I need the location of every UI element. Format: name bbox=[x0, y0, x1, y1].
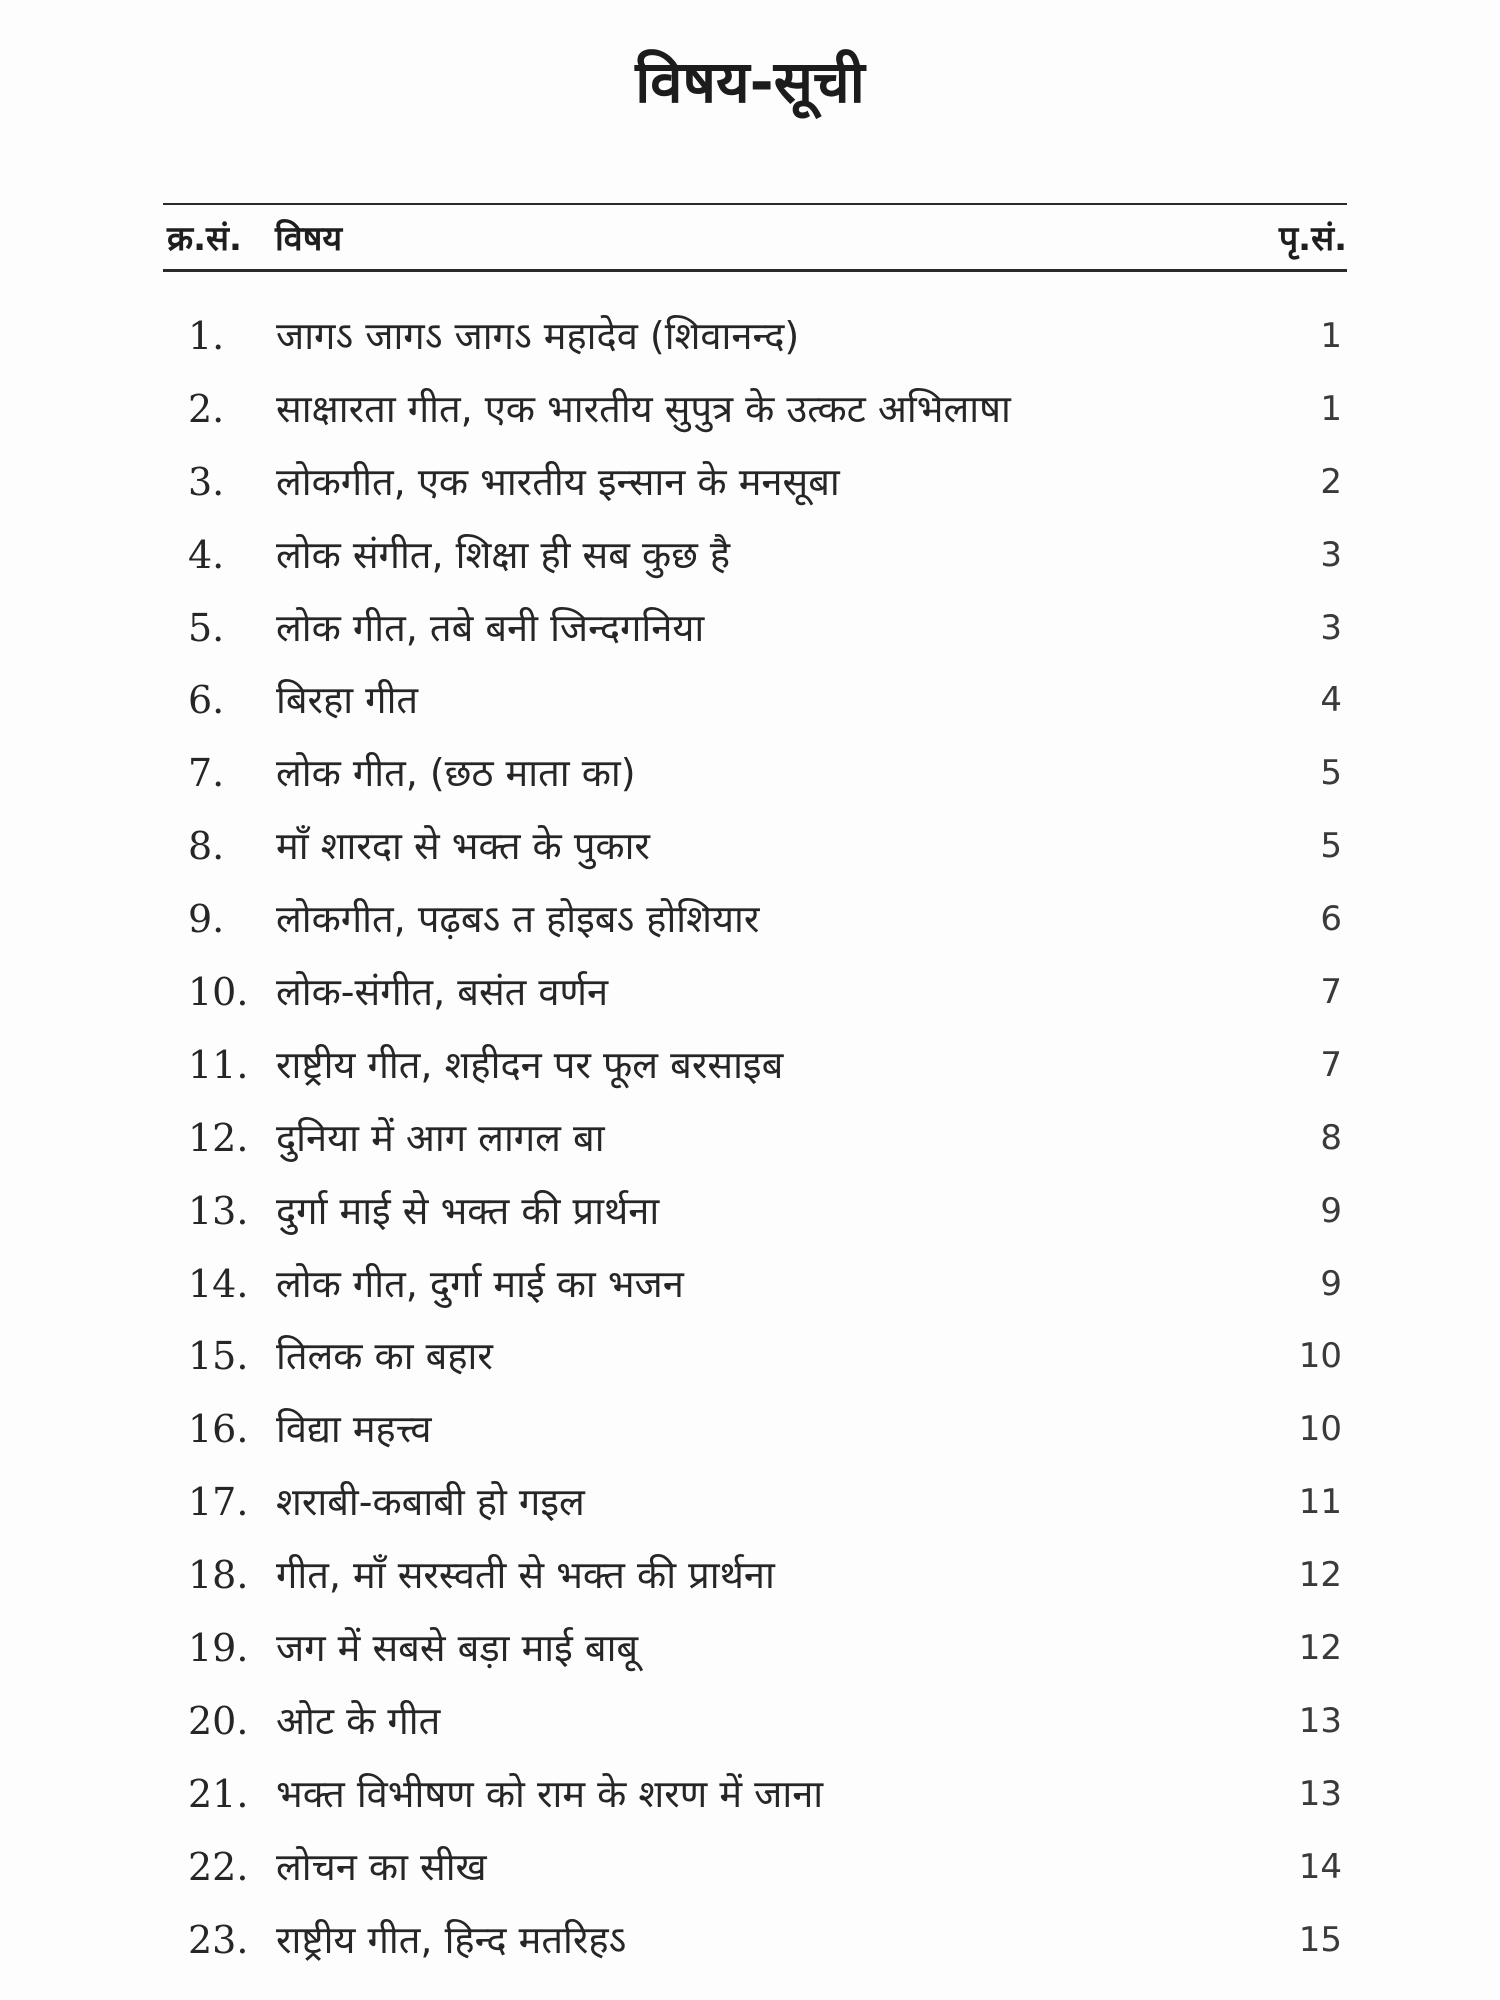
toc-entry bbox=[0, 1685, 1500, 1758]
entry-page-number: 15 bbox=[1298, 1919, 1342, 1960]
toc-entry bbox=[0, 1466, 1500, 1539]
toc-entry bbox=[0, 810, 1500, 883]
entry-number: 17. bbox=[188, 1480, 249, 1525]
entry-number: 13. bbox=[188, 1188, 249, 1233]
entry-subject: तिलक का बहार bbox=[276, 1334, 493, 1379]
toc-entry bbox=[0, 519, 1500, 592]
toc-entry bbox=[0, 1393, 1500, 1466]
toc-entry bbox=[0, 1320, 1500, 1393]
entry-number: 12. bbox=[188, 1115, 249, 1160]
entry-page-number: 7 bbox=[1320, 1044, 1342, 1085]
entry-number: 16. bbox=[188, 1407, 249, 1452]
entry-subject: माँ शारदा से भक्त के पुकार bbox=[276, 824, 650, 869]
entry-page-number: 3 bbox=[1320, 607, 1342, 648]
entry-page-number: 13 bbox=[1298, 1773, 1342, 1814]
entry-number: 15. bbox=[188, 1334, 249, 1379]
entry-page-number: 10 bbox=[1298, 1336, 1342, 1377]
entry-subject: ओट के गीत bbox=[276, 1698, 441, 1743]
entry-page-number: 9 bbox=[1320, 1190, 1342, 1231]
entry-number: 20. bbox=[188, 1698, 249, 1743]
entry-number: 3. bbox=[188, 459, 225, 504]
entry-subject: राष्ट्रीय गीत, शहीदन पर फूल बरसाइब bbox=[276, 1042, 784, 1087]
entry-subject: दुनिया में आग लागल बा bbox=[276, 1115, 605, 1160]
entry-number: 10. bbox=[188, 970, 249, 1015]
entry-page-number: 11 bbox=[1298, 1482, 1342, 1523]
toc-entry bbox=[0, 1175, 1500, 1248]
toc-entry bbox=[0, 1248, 1500, 1321]
entry-number: 7. bbox=[188, 751, 225, 796]
entry-subject: जग में सबसे बड़ा माई बाबू bbox=[276, 1626, 639, 1671]
header-page-label: पृ.सं. bbox=[1278, 219, 1347, 259]
entry-number: 6. bbox=[188, 678, 225, 723]
entry-subject: जागऽ जागऽ जागऽ महादेव (शिवानन्द) bbox=[276, 314, 800, 358]
entry-page-number: 9 bbox=[1320, 1263, 1342, 1304]
entry-page-number: 7 bbox=[1320, 972, 1342, 1013]
page-title: विषय-सूची bbox=[635, 48, 865, 116]
toc-entry bbox=[0, 1029, 1500, 1102]
entry-subject: लोकगीत, एक भारतीय इन्सान के मनसूबा bbox=[276, 459, 840, 504]
entry-page-number: 12 bbox=[1298, 1628, 1342, 1669]
toc-entry bbox=[0, 1831, 1500, 1904]
header-serial-label: क्र.सं. bbox=[167, 219, 242, 259]
header-top-rule bbox=[163, 203, 1347, 205]
entry-number: 8. bbox=[188, 824, 225, 869]
entry-number: 22. bbox=[188, 1844, 249, 1889]
entry-page-number: 2 bbox=[1320, 461, 1342, 502]
entry-subject: लोक-संगीत, बसंत वर्णन bbox=[276, 970, 609, 1015]
toc-entry bbox=[0, 883, 1500, 956]
entry-page-number: 6 bbox=[1320, 899, 1342, 940]
toc-entry bbox=[0, 592, 1500, 665]
header-subject-label: विषय bbox=[275, 219, 343, 259]
entry-number: 23. bbox=[188, 1917, 249, 1962]
toc-entry bbox=[0, 1904, 1500, 1977]
toc-entry bbox=[0, 737, 1500, 810]
entry-number: 14. bbox=[188, 1261, 249, 1306]
entry-number: 21. bbox=[188, 1771, 249, 1816]
toc-entry bbox=[0, 373, 1500, 446]
entry-page-number: 3 bbox=[1320, 534, 1342, 575]
entry-subject: लोकगीत, पढ़बऽ त होइबऽ होशियार bbox=[276, 897, 760, 942]
entry-number: 4. bbox=[188, 532, 225, 577]
entry-number: 11. bbox=[188, 1042, 249, 1087]
entry-subject: लोक गीत, दुर्गा माई का भजन bbox=[276, 1261, 684, 1306]
toc-entry bbox=[0, 1612, 1500, 1685]
entry-subject: लोक गीत, तबे बनी जिन्दगनिया bbox=[276, 605, 705, 650]
entry-subject: दुर्गा माई से भक्त की प्रार्थना bbox=[276, 1188, 660, 1233]
entry-number: 1. bbox=[188, 314, 225, 358]
toc-entry bbox=[0, 1102, 1500, 1175]
entry-subject: राष्ट्रीय गीत, हिन्द मतरिहऽ bbox=[276, 1917, 627, 1962]
entry-number: 19. bbox=[188, 1626, 249, 1671]
entry-subject: लोक गीत, (छठ माता का) bbox=[276, 751, 636, 796]
entry-page-number: 8 bbox=[1320, 1117, 1342, 1158]
entry-subject: साक्षारता गीत, एक भारतीय सुपुत्र के उत्कट अभिलाषा bbox=[276, 386, 1011, 431]
toc-entry bbox=[0, 446, 1500, 519]
toc-entry bbox=[0, 956, 1500, 1029]
entry-subject: भक्त विभीषण को राम के शरण में जाना bbox=[276, 1771, 824, 1816]
toc-entry bbox=[0, 300, 1500, 373]
toc-entry bbox=[0, 1758, 1500, 1831]
entry-number: 5. bbox=[188, 605, 225, 650]
entry-page-number: 4 bbox=[1320, 680, 1342, 721]
entry-page-number: 5 bbox=[1320, 753, 1342, 794]
entry-subject: विद्या महत्त्व bbox=[276, 1407, 432, 1452]
toc-entry bbox=[0, 1539, 1500, 1612]
toc-header bbox=[163, 212, 1347, 266]
entry-page-number: 5 bbox=[1320, 826, 1342, 867]
entry-page-number: 10 bbox=[1298, 1409, 1342, 1450]
entry-subject: लोचन का सीख bbox=[276, 1844, 487, 1889]
header-bottom-rule bbox=[163, 269, 1347, 272]
toc-list bbox=[0, 300, 1500, 1976]
entry-page-number: 13 bbox=[1298, 1700, 1342, 1741]
entry-subject: लोक संगीत, शिक्षा ही सब कुछ है bbox=[276, 532, 731, 577]
entry-page-number: 14 bbox=[1298, 1846, 1342, 1887]
entry-page-number: 1 bbox=[1320, 388, 1342, 429]
entry-subject: बिरहा गीत bbox=[276, 678, 419, 723]
entry-number: 18. bbox=[188, 1553, 249, 1598]
entry-page-number: 1 bbox=[1320, 316, 1342, 356]
entry-page-number: 12 bbox=[1298, 1555, 1342, 1596]
entry-subject: शराबी-कबाबी हो गइल bbox=[276, 1480, 585, 1525]
entry-number: 2. bbox=[188, 386, 225, 431]
toc-entry bbox=[0, 664, 1500, 737]
entry-number: 9. bbox=[188, 897, 225, 942]
entry-subject: गीत, माँ सरस्वती से भक्त की प्रार्थना bbox=[276, 1553, 775, 1598]
